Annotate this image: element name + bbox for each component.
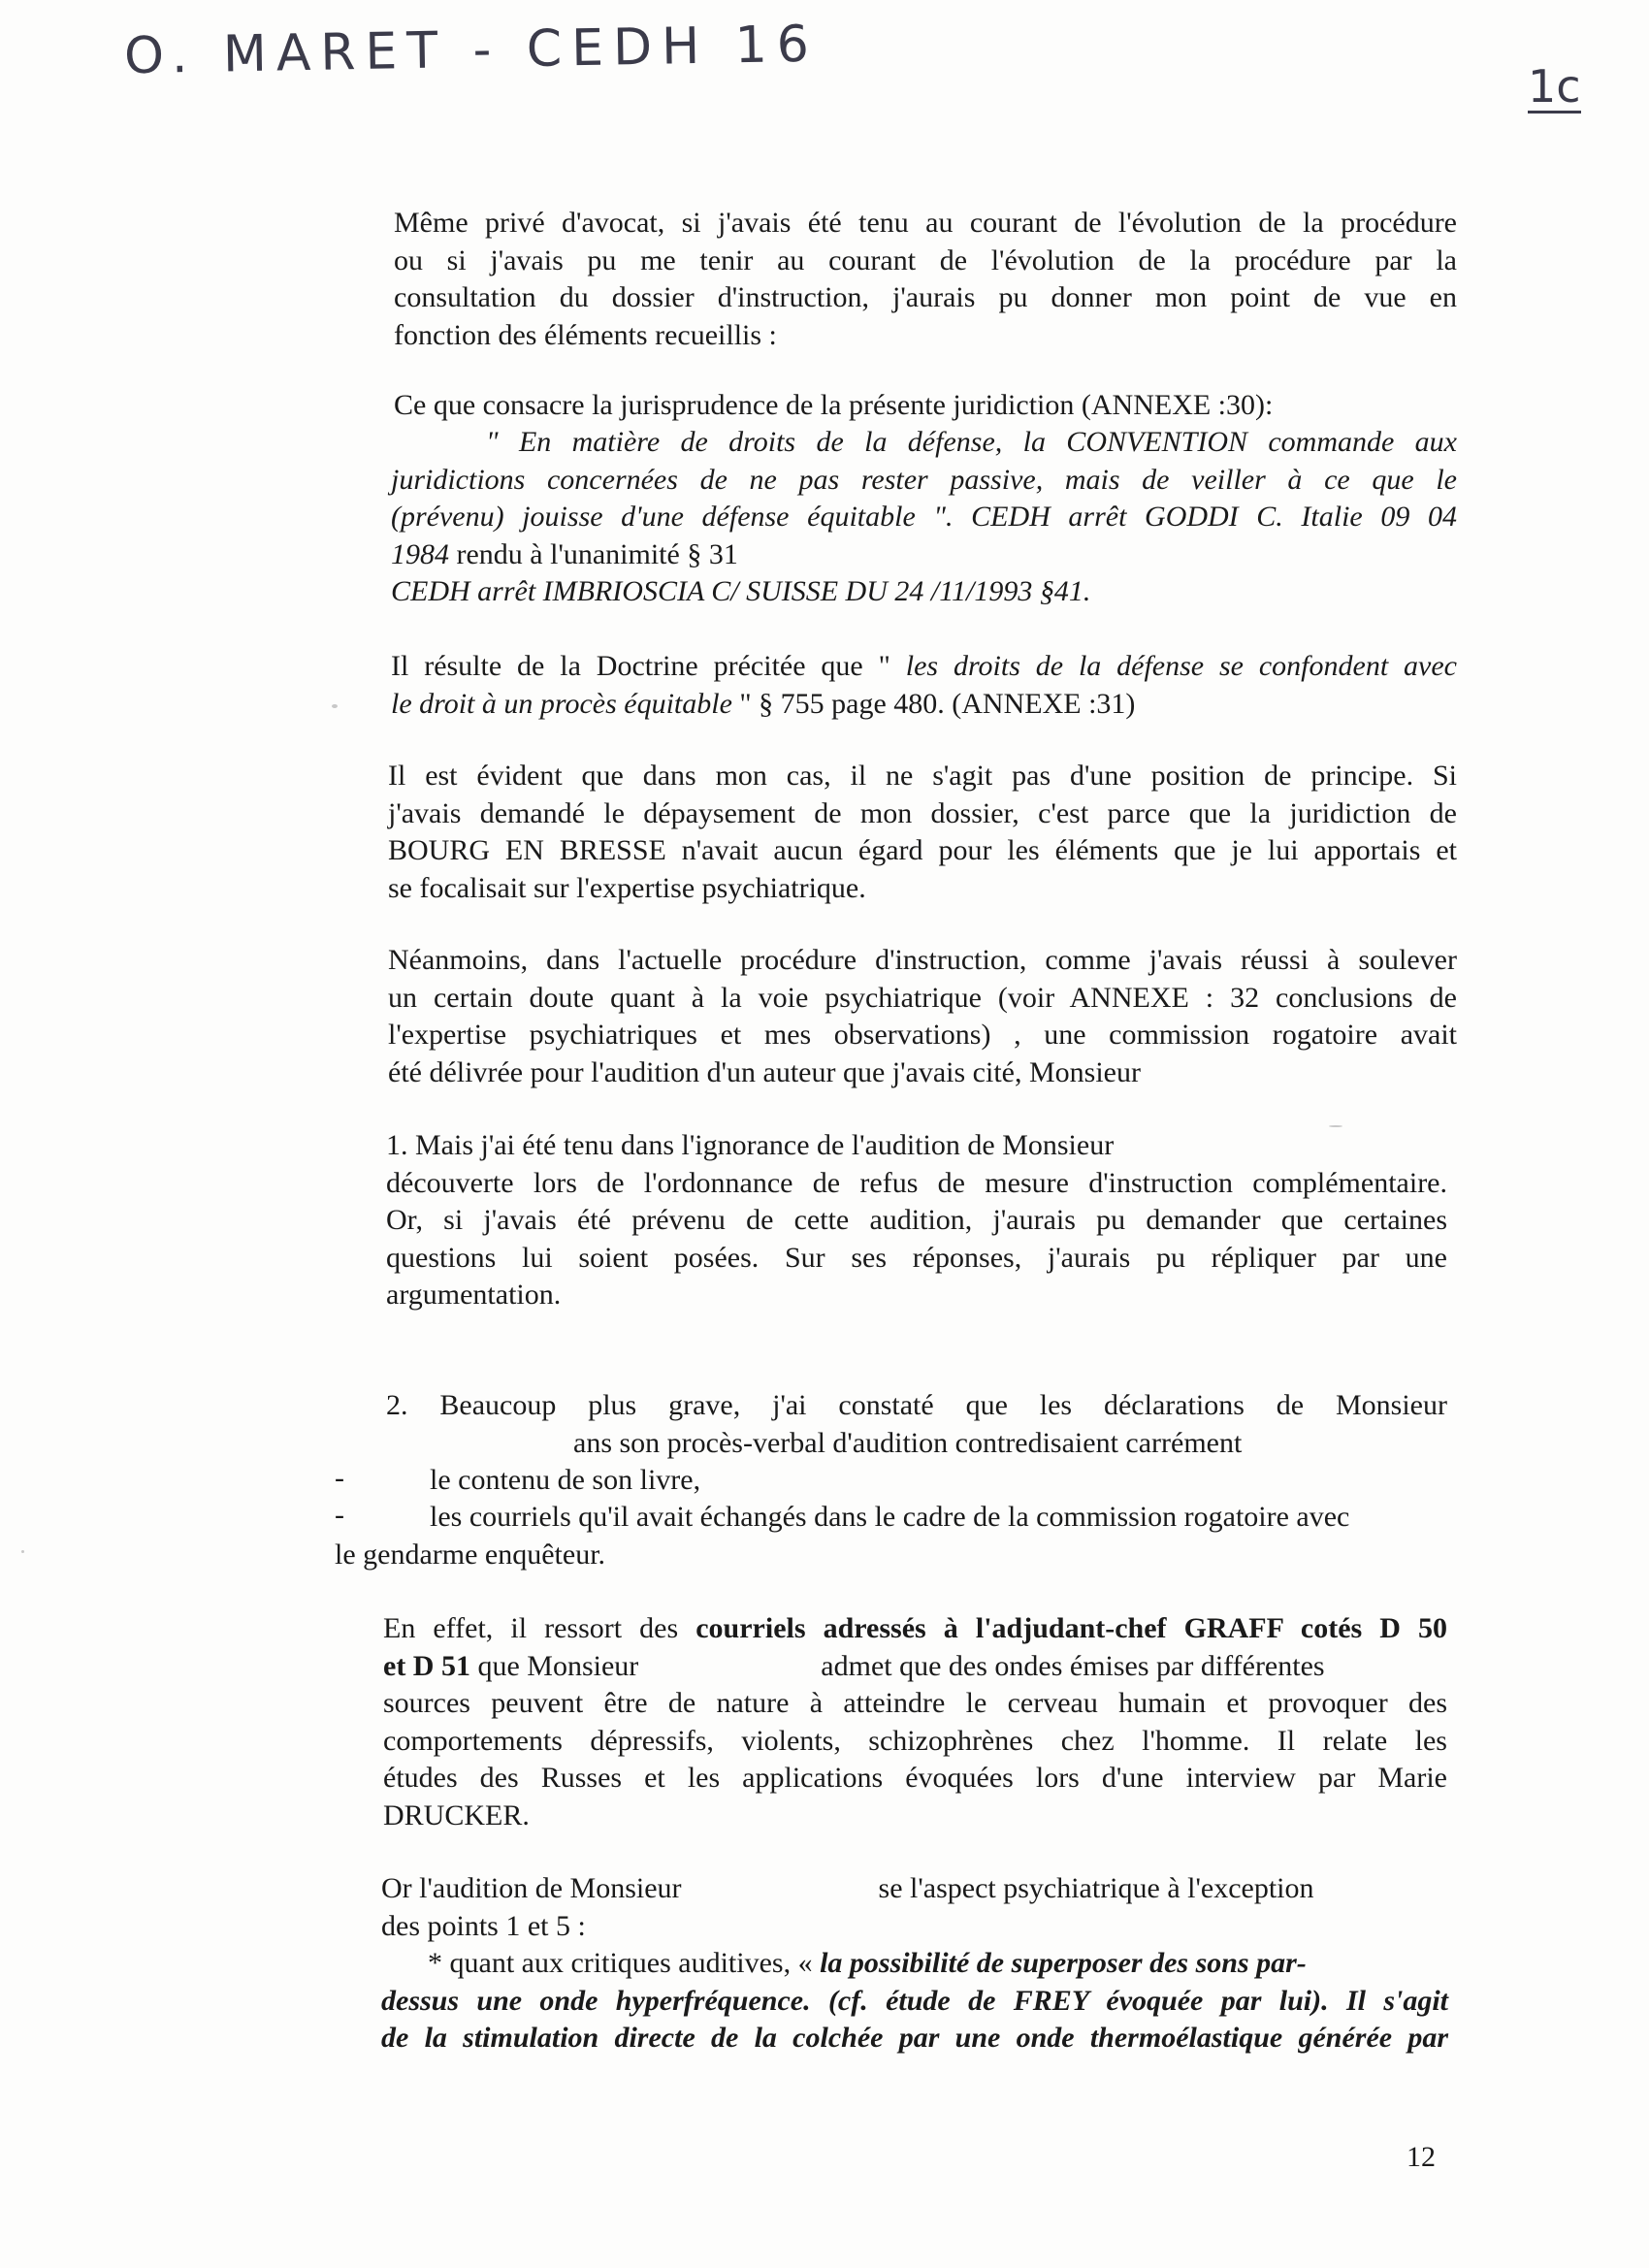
- text-line: 1. Mais j'ai été tenu dans l'ignorance de l'audition de Monsieur: [386, 1129, 1115, 1161]
- text-line: argumentation.: [386, 1279, 562, 1311]
- text-line: questions lui soient posées. Sur ses réponses, j'aurais pu répliquer par une: [386, 1241, 1447, 1274]
- scan-speck: [21, 1550, 24, 1553]
- quote-line: " En matière de droits de la défense, la CONVENTION commande aux: [486, 426, 1457, 458]
- text-line: Ce que consacre la jurisprudence de la présente juridiction (ANNEXE :30):: [394, 389, 1274, 421]
- text-fragment-italic: le droit à un procès équitable: [391, 687, 732, 720]
- text-line: été délivrée pour l'audition d'un auteur que j'avais cité, Monsieur: [388, 1055, 1141, 1088]
- page-number: 12: [1406, 2141, 1436, 2173]
- quote-goddi: [391, 424, 1457, 611]
- quote-year-rest: rendu à l'unanimité § 31: [449, 537, 738, 570]
- text-line-bold-italic: de la stimulation directe de la colchée par une onde thermoélastique générée par: [381, 2022, 1448, 2054]
- text-fragment-bold-italic: la possibilité de superposer des sons par-: [820, 1947, 1307, 1979]
- text-line: Or, si j'avais été prévenu de cette audition, j'aurais pu demander que certaines: [386, 1204, 1447, 1236]
- quote-reference: CEDH arrêt IMBRIOSCIA C/ SUISSE DU 24 /11/1993 §41.: [391, 575, 1091, 607]
- text-fragment-italic: les droits de la défense se confondent avec: [905, 650, 1457, 682]
- paragraph-5: [388, 942, 1457, 1091]
- text-line: des points 1 et 5 :: [381, 1909, 586, 1942]
- paragraph-courriels: [383, 1610, 1447, 1834]
- text-line: BOURG EN BRESSE n'avait aucun égard pour les éléments que je lui apportais et: [388, 834, 1457, 866]
- text-line-bold-italic: dessus une onde hyperfréquence. (cf. étude de FREY évoquée par lui). Il s'agit: [381, 1984, 1448, 2017]
- handwritten-corner-mark: 1c: [1528, 60, 1581, 113]
- text-fragment: Il résulte de la Doctrine précitée que ": [391, 650, 906, 682]
- list-bullet: -: [335, 1499, 344, 1531]
- text-line: le contenu de son livre,: [430, 1464, 701, 1496]
- paragraph-doctrine: [391, 648, 1457, 723]
- text-line: découverte lors de l'ordonnance de refus de mesure d'instruction complémentaire.: [386, 1166, 1447, 1199]
- text-fragment: admet que des ondes émises par différentes: [821, 1649, 1325, 1682]
- text-line: un certain doute quant à la voie psychiatrique (voir ANNEXE : 32 conclusions de: [388, 981, 1457, 1014]
- text-line: j'avais demandé le dépaysement de mon dossier, c'est parce que la juridiction de: [388, 796, 1457, 829]
- text-fragment: En effet, il ressort des: [383, 1612, 696, 1644]
- list-item: [430, 1499, 1448, 1537]
- text-fragment-bold: courriels adressés à l'adjudant-chef GRAFF cotés D 50: [695, 1612, 1447, 1644]
- text-line: Néanmoins, dans l'actuelle procédure d'instruction, comme j'avais réussi à soulever: [388, 944, 1457, 976]
- list-item: [430, 1462, 1448, 1500]
- paragraph-jurisprudence: [394, 387, 1457, 425]
- paragraph-audition: [381, 1870, 1448, 2057]
- paragraph-tail: [335, 1537, 1402, 1574]
- text-fragment: * quant aux critiques auditives, «: [428, 1947, 821, 1979]
- list-bullet: -: [335, 1462, 344, 1494]
- quote-year: 1984: [391, 537, 449, 570]
- quote-line: (prévenu) jouisse d'une défense équitable ". CEDH arrêt GODDI C. Italie 09 04: [391, 501, 1457, 533]
- text-line: fonction des éléments recueillis :: [394, 318, 777, 351]
- scan-speck: [1329, 1125, 1342, 1127]
- text-line: ans son procès-verbal d'audition contredisaient carrément: [573, 1426, 1243, 1459]
- text-fragment: se l'aspect psychiatrique à l'exception: [878, 1872, 1314, 1904]
- paragraph-point-2: [386, 1387, 1447, 1462]
- text-line: Même privé d'avocat, si j'avais été tenu au courant de l'évolution de la procédure: [394, 207, 1457, 239]
- text-line: Il est évident que dans mon cas, il ne s'agit pas d'une position de principe. Si: [388, 760, 1457, 792]
- text-line: les courriels qu'il avait échangés dans le cadre de la commission rogatoire avec: [430, 1501, 1350, 1533]
- text-line: 2. Beaucoup plus grave, j'ai constaté que les déclarations de Monsieur: [386, 1389, 1447, 1421]
- text-fragment: " § 755 page 480. (ANNEXE :31): [731, 687, 1136, 720]
- paragraph-4: [388, 758, 1457, 907]
- text-line: ou si j'avais pu me tenir au courant de l'évolution de la procédure par la: [394, 243, 1457, 276]
- paragraph-1: [394, 205, 1457, 354]
- text-line: se focalisait sur l'expertise psychiatrique.: [388, 871, 866, 904]
- text-line: comportements dépressifs, violents, schizophrènes chez l'homme. Il relate les: [383, 1724, 1447, 1757]
- text-fragment-bold: et D 51: [383, 1649, 470, 1682]
- text-fragment: Or l'audition de Monsieur: [381, 1872, 682, 1904]
- scan-speck: [332, 704, 338, 708]
- text-line: l'expertise psychiatriques et mes observations) , une commission rogatoire avait: [388, 1019, 1457, 1051]
- quote-line: juridictions concernées de ne pas rester passive, mais de veiller à ce que le: [391, 463, 1457, 496]
- text-line: études des Russes et les applications évoquées lors d'une interview par Marie: [383, 1762, 1447, 1794]
- text-line: DRUCKER.: [383, 1798, 530, 1831]
- text-line: le gendarme enquêteur.: [335, 1539, 606, 1571]
- text-fragment: que Monsieur: [469, 1649, 639, 1682]
- text-line: sources peuvent être de nature à atteindre le cerveau humain et provoquer des: [383, 1687, 1447, 1719]
- handwritten-title: O. MARET - CEDH 16: [123, 15, 820, 86]
- paragraph-point-1: [386, 1127, 1447, 1314]
- text-line: consultation du dossier d'instruction, j'aurais pu donner mon point de vue en: [394, 281, 1457, 313]
